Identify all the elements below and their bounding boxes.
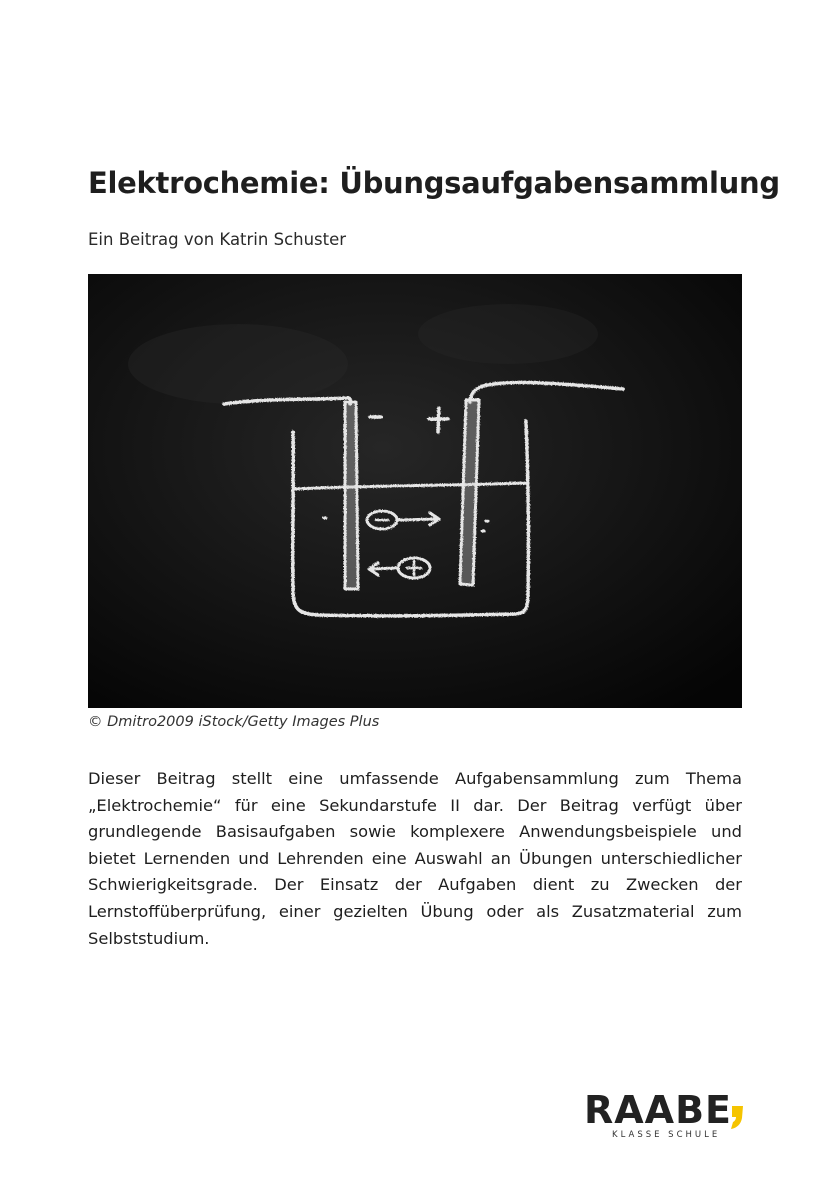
electrolysis-chalk-drawing bbox=[88, 274, 742, 708]
logo-wordmark: RAABE bbox=[584, 1088, 733, 1132]
cathode-electrode bbox=[345, 402, 358, 589]
document-title: Elektrochemie: Übungsaufgabensammlung bbox=[88, 166, 780, 200]
chalkboard-image bbox=[88, 274, 742, 708]
raabe-logo bbox=[584, 1088, 754, 1148]
description-paragraph: Dieser Beitrag stellt eine umfassende Aufgabensammlung zum Thema „Elektrochemie“ für eine Sekundarstufe II dar. Der Beitrag verfügt über grundlegende Basisaufgaben sowie komplexere Anwendungsbeispiele und bietet Lernenden und Lehrenden eine Auswahl an Übungen unterschiedlicher Schwierigkeitsgrade. Der Einsatz der Aufgaben dient zu Zwecken der Lernstoffüberprüfung, einer gezielten Übung oder als Zusatzmaterial zum Selbststudium. bbox=[88, 769, 742, 948]
logo-comma-icon bbox=[730, 1104, 744, 1130]
logo-tagline: KLASSE SCHULE bbox=[612, 1130, 721, 1140]
image-credit: © Dmitro2009 iStock/Getty Images Plus bbox=[88, 714, 380, 730]
author-line: Ein Beitrag von Katrin Schuster bbox=[88, 230, 347, 249]
